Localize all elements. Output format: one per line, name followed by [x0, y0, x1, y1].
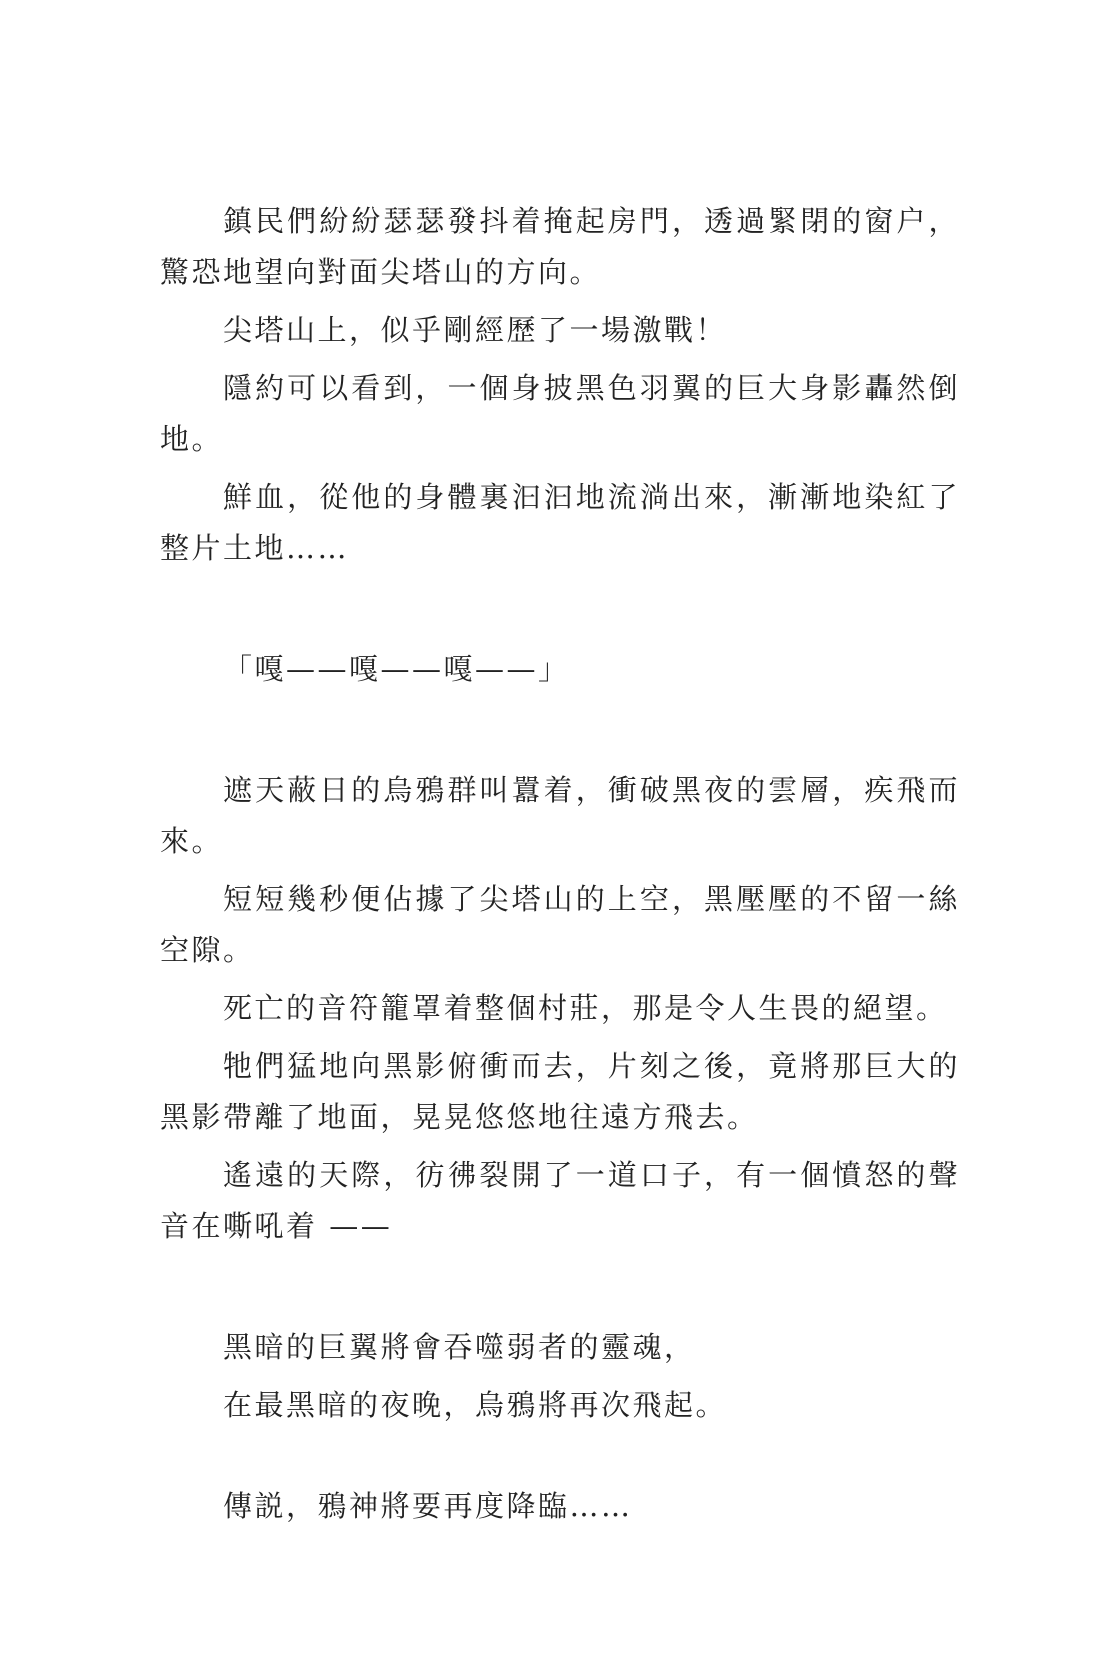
paragraph-crows-arrive: 遮天蔽日的烏鴉群叫囂着，衝破黑夜的雲層，疾飛而來。	[160, 773, 960, 858]
paragraph-battle: 尖塔山上，似乎剛經歷了一場激戰！	[223, 313, 728, 347]
prophecy-line-1: 黑暗的巨翼將會吞噬弱者的靈魂，	[223, 1330, 696, 1364]
paragraph-despair: 死亡的音符籠罩着整個村莊，那是令人生畏的絕望。	[223, 991, 948, 1025]
paragraph-crows-carry: 牠們猛地向黑影俯衝而去，片刻之後，竟將那巨大的黑影帶離了地面，晃晃悠悠地往遠方飛去。	[160, 1049, 960, 1134]
body-text	[160, 196, 960, 1532]
paragraph-angry-voice: 遙遠的天際，彷彿裂開了一道口子，有一個憤怒的聲音在嘶吼着 ——	[160, 1158, 960, 1243]
paragraph-legend: 傳説，鴉神將要再度降臨……	[223, 1489, 633, 1523]
paragraph-townsfolk-hide: 鎮民們紛紛瑟瑟發抖着掩起房門，透過緊閉的窗户，驚恐地望向對面尖塔山的方向。	[160, 204, 960, 289]
prophecy-line-2: 在最黑暗的夜晚，烏鴉將再次飛起。	[223, 1388, 728, 1422]
paragraph-crow-cry: 「嘎——嘎——嘎——」	[223, 652, 570, 686]
paragraph-blood: 鮮血，從他的身體裏汩汩地流淌出來，漸漸地染紅了整片土地……	[160, 480, 960, 565]
paragraph-figure-falls: 隱約可以看到，一個身披黑色羽翼的巨大身影轟然倒地。	[160, 371, 960, 456]
paragraph-crows-occupy: 短短幾秒便佔據了尖塔山的上空，黑壓壓的不留一絲空隙。	[160, 882, 960, 967]
